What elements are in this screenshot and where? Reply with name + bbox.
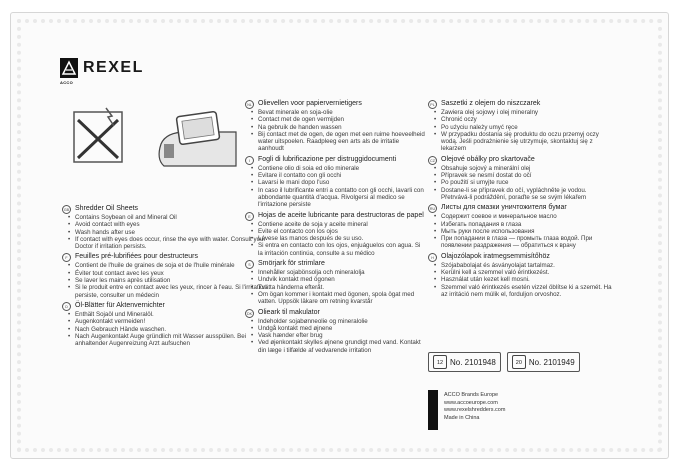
list-item: • Zawiera olej sojowy i olej mineralny xyxy=(441,109,613,116)
section-title: Saszetki z olejem do niszczarek xyxy=(441,100,541,107)
language-badge: E xyxy=(245,212,254,221)
list-item: • Мыть руки после использования xyxy=(441,228,613,235)
footer-line: www.rexelshredders.com xyxy=(444,407,506,413)
product-number: No. 2101948 xyxy=(450,357,496,367)
list-item: • Augenkontakt vermeiden! xyxy=(75,318,270,325)
section-title: Öl-Blätter für Aktenvernichter xyxy=(75,301,165,309)
language-badge: H xyxy=(428,253,437,262)
language-badge: S xyxy=(245,260,254,269)
shredder-oil-sheet-icon xyxy=(159,111,236,166)
section-i xyxy=(245,156,425,209)
list-item: • Избегать попадания в глаза xyxy=(441,221,613,228)
section-title: Листы для смазки уничтожителя бумаг xyxy=(441,204,567,212)
list-item: • Wash hands after use xyxy=(75,229,270,236)
list-item: • Na gebruik de handen wassen xyxy=(258,124,425,131)
section-nl xyxy=(245,100,425,153)
language-badge: D xyxy=(62,302,71,311)
list-item: • Szójababolajat és ásványolajat tartalmaz. xyxy=(441,262,613,269)
list-item: • Содержит соевое и минеральное масло xyxy=(441,213,613,220)
list-item: • Po użyciu należy umyć ręce xyxy=(441,124,613,131)
section-dk xyxy=(245,309,425,354)
list-item: • Undgå kontakt med øjnene xyxy=(258,325,425,332)
list-item: • Ved øjenkontakt skylles øjnene grundigt med vand. Kontakt din læge i tilfælde af vedvarende irritation xyxy=(258,339,425,354)
brand-name: REXEL xyxy=(83,59,144,76)
list-item: • Használat után kezet kell mosni. xyxy=(441,276,613,283)
list-item: • Obsahuje sojový a minerální olej xyxy=(441,165,613,172)
list-item: • Innehåller sojabönsolja och mineralolja xyxy=(258,269,425,276)
list-item: • Undvik kontakt med ögonen xyxy=(258,276,425,283)
acco-mark-icon xyxy=(60,58,78,78)
list-item: • Indeholder sojabønneolie og mineralolie xyxy=(258,318,425,325)
list-item: • W przypadku dostania się produktu do oczu przemyj oczy wodą. Jeśli podrażnienie się utrzymuje, skontaktuj się z lekarzem xyxy=(441,131,613,153)
section-title: Shredder Oil Sheets xyxy=(75,205,139,212)
list-item: • Přípravek se nesmí dostat do očí xyxy=(441,172,613,179)
list-item: • Bevat minerale en soja-olie xyxy=(258,109,425,116)
section-title: Olievellen voor papiervernietigers xyxy=(258,100,362,107)
list-item: • Nach Gebrauch Hände waschen. xyxy=(75,326,270,333)
section-f xyxy=(62,253,270,298)
list-item: • Nach Augenkontakt Auge gründlich mit Wasser ausspülen. Bei anhaltender Augenreizung Arzt aufsuchen xyxy=(75,333,270,348)
section-d xyxy=(62,302,270,347)
section-h xyxy=(428,253,613,298)
section-e xyxy=(245,212,425,257)
language-badge: F xyxy=(62,253,71,262)
section-title: Smörjark för strimlare xyxy=(258,260,325,268)
section-title: Hojas de aceite lubricante para destructoras de papel xyxy=(258,211,424,219)
list-item: • Contiene olio di soia ed olio minerale xyxy=(258,165,425,172)
acco-logo-icon xyxy=(428,390,438,430)
language-badge: RU xyxy=(428,204,437,213)
list-item: • Kerülni kell a szemmel való érintkezést. xyxy=(441,269,613,276)
section-title: Fogli di lubrificazione per distruggidocumenti xyxy=(258,155,397,163)
section-title: Olajozólapok iratmegsemmisítőhöz xyxy=(441,252,550,260)
list-item: • Éviter tout contact avec les yeux xyxy=(75,270,270,277)
column-middle xyxy=(245,100,425,357)
footer-line: Made in China xyxy=(444,414,480,421)
section-title: Olejové obálky pro skartovače xyxy=(441,155,535,163)
manufacturer-footer xyxy=(428,390,505,430)
list-item: • Si le produit entre en contact avec les yeux, rincer à l'eau. Si l'irritation persiste, consulter un médecin xyxy=(75,284,270,299)
list-item: • If contact with eyes does occur, rinse the eye with water. Consult your Doctor if irritation persists. xyxy=(75,236,270,251)
brand-sub: ACCO xyxy=(60,80,73,85)
list-item: • Evitare il contatto con gli occhi xyxy=(258,172,425,179)
list-item: • Tvätta händerna efteråt. xyxy=(258,284,425,291)
list-item: • Szemmel való érintkezés esetén vizzel öblítse ki a szemét. Ha az irritáció nem múlik el, forduljon orvoshoz. xyxy=(441,284,613,299)
section-cz xyxy=(428,156,613,201)
product-numbers xyxy=(428,352,580,372)
section-s xyxy=(245,260,425,305)
usage-pictograms xyxy=(66,104,241,184)
list-item: • Contiene aceite de soja y aceite mineral xyxy=(258,221,425,228)
list-item: • Avoid contact with eyes xyxy=(75,221,270,228)
rexel-logo xyxy=(60,58,144,78)
list-item: • Bij contact met de ogen, de ogen met een ruime hoeveelheid water uitspoelen. Raadpleeg een arts als de irritatie aanhoudt xyxy=(258,131,425,153)
list-item: • Vask hænder efter brug xyxy=(258,332,425,339)
list-item: • При попадании в глаза — промыть глаза водой. При появлении раздражения — обратиться к врачу xyxy=(441,235,613,250)
section-title: Feuilles pré-lubrifiées pour destructeurs xyxy=(75,253,198,261)
no-liquid-icon xyxy=(74,108,122,162)
list-item: • Chronić oczy xyxy=(441,116,613,123)
list-item: • Contains Soybean oil and Mineral Oil xyxy=(75,214,270,221)
list-item: • Lavarsi le mani dopo l'uso xyxy=(258,179,425,186)
language-badge: I xyxy=(245,156,254,165)
list-item: • Om ögan kommer i kontakt med ögonen, spola ögat med vatten. Uppsök läkare om retning kvarstår xyxy=(258,291,425,306)
section-pl xyxy=(428,100,613,153)
pao-icon: 12 xyxy=(433,355,447,369)
product-number-box xyxy=(428,352,501,372)
list-item: • Dostane-li se přípravek do očí, vypláchněte je vodou. Přetrvává-li podráždění, poraďte se se svým lékařem xyxy=(441,187,613,202)
list-item: • Lávese las manos después de su uso. xyxy=(258,235,425,242)
language-badge: NL xyxy=(245,100,254,109)
language-badge: GB xyxy=(62,205,71,214)
column-left xyxy=(62,205,270,350)
section-ru xyxy=(428,204,613,249)
footer-line: www.accoeurope.com xyxy=(444,399,498,406)
product-number-box xyxy=(507,352,580,372)
language-badge: DK xyxy=(245,309,254,318)
list-item: • Enthält Sojaöl und Mineralöl. xyxy=(75,311,270,318)
list-item: • Contact met de ogen vermijden xyxy=(258,116,425,123)
section-title: Olieark til makulator xyxy=(258,308,320,316)
list-item: • Se laver les mains après utilisation xyxy=(75,277,270,284)
list-item: • Po použití si umyjte ruce xyxy=(441,179,613,186)
list-item: • Contient de l'huile de graines de soja et de l'huile minérale xyxy=(75,262,270,269)
language-badge: CZ xyxy=(428,156,437,165)
list-item: • Si entra en contacto con los ojos, enjuáguelos con agua. Si la irritación continúa, consulte a su médico xyxy=(258,242,425,257)
section-gb xyxy=(62,205,270,250)
list-item: • In caso il lubrificante entri a contatto con gli occhi, lavarli con abbondante quantità d'acqua. Rivolgersi al medico se l'irritazione persiste xyxy=(258,187,425,209)
product-number: No. 2101949 xyxy=(528,357,575,367)
column-right xyxy=(428,100,613,301)
list-item: • Evite el contacto con los ojos xyxy=(258,228,425,235)
footer-line: ACCO Brands Europe xyxy=(444,392,499,398)
pao-icon: 20 xyxy=(512,355,526,369)
language-badge: PL xyxy=(428,100,437,109)
